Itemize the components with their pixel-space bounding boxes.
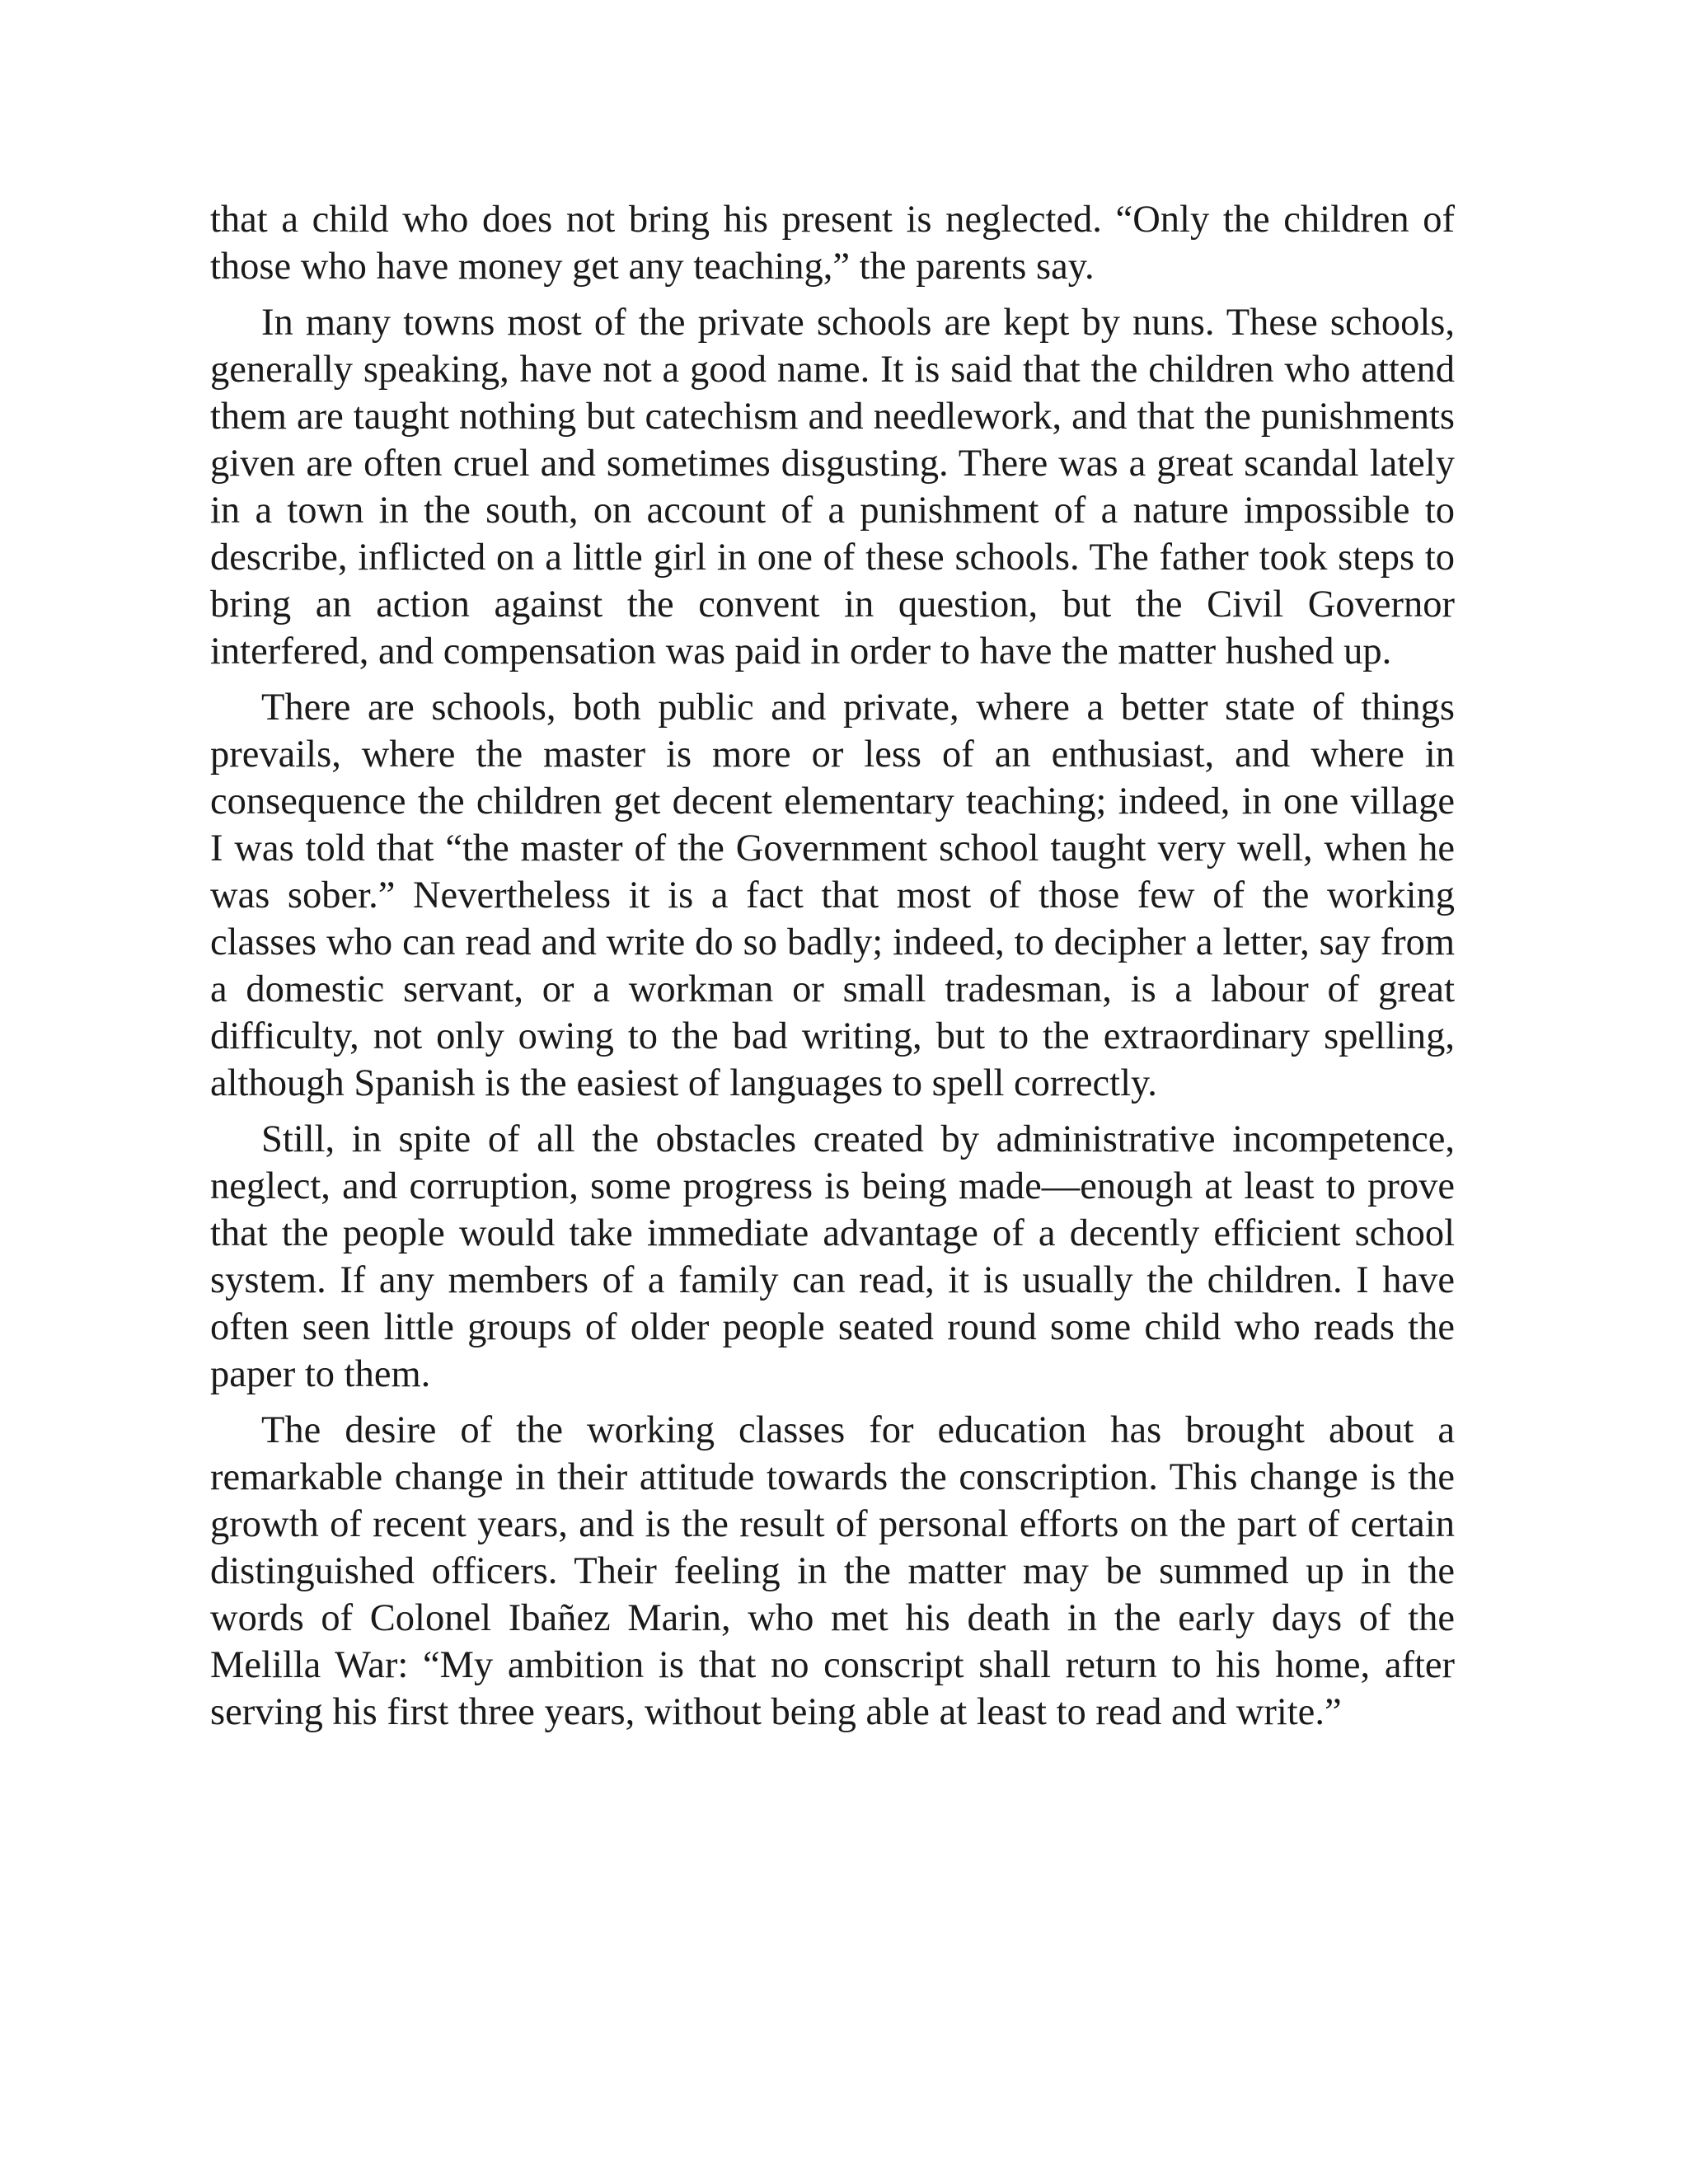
paragraph-better-schools: There are schools, both public and private, where a better state of things prevails, where the master is more or less of an enthusiast, and where in consequence the children get decent elementary teaching; indeed, in one village I was told that “the master of the Government school taught very well, when he was sober.” Nevertheless it is a fact that most of those few of the working classes who can read and write do so badly; indeed, to decipher a letter, say from a domestic servant, or a workman or small tradesman, is a labour of great difficulty, not only owing to the bad writing, but to the extraordinary spelling, although Spanish is the easiest of languages to spell correctly. [210, 687, 1455, 1104]
paragraph-private-schools: In many towns most of the private schools are kept by nuns. These schools, generally speaking, have not a good name. It is said that the children who attend them are taught nothing but catechism and needlework, and that the punishments given are often cruel and sometimes disgusting. There was a great scandal lately in a town in the south, on account of a punishment of a nature impossible to describe, inflicted on a little girl in one of these schools. The father took steps to bring an action against the convent in question, but the Civil Governor interfered, and compensation was paid in order to have the matter hushed up. [210, 302, 1455, 673]
document-page [210, 196, 1455, 1745]
paragraph-continued: that a child who does not bring his present is neglected. “Only the children of those who have money get any teaching,” the parents say. [210, 199, 1455, 288]
paragraph-conscription: The desire of the working classes for education has brought about a remarkable change in their attitude towards the conscription. This change is the growth of recent years, and is the result of personal efforts on the part of certain distinguished officers. Their feeling in the matter may be summed up in the words of Colonel Ibañez Marin, who met his death in the early days of the Melilla War: “My ambition is that no conscript shall return to his home, after serving his first three years, without being able at least to read and write.” [210, 1409, 1455, 1733]
paragraph-progress: Still, in spite of all the obstacles created by administrative incompetence, neglect, and corruption, some progress is being made—enough at least to prove that the people would take immediate advantage of a decently efficient school system. If any members of a family can read, it is usually the children. I have often seen little groups of older people seated round some child who reads the paper to them. [210, 1118, 1455, 1395]
